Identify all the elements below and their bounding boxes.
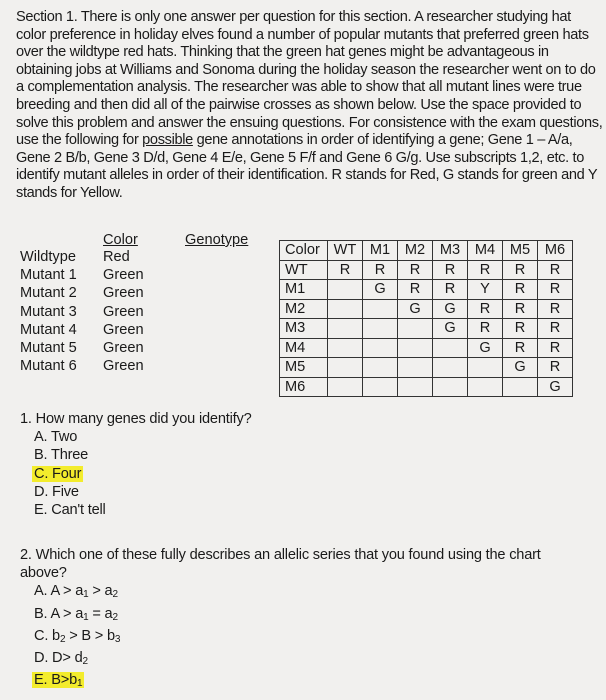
table-cell: R: [503, 338, 538, 358]
table-cell: R: [398, 280, 433, 300]
q1-option-e[interactable]: E. Can't tell: [34, 502, 106, 519]
q1-option-c[interactable]: [20, 465, 252, 483]
mutant-row: [20, 304, 270, 322]
table-cell: R: [538, 299, 573, 319]
table-cell: G: [398, 299, 433, 319]
row-label: M5: [280, 358, 328, 378]
mutant-color: Green: [103, 321, 144, 338]
intro-underlined-word: possible: [142, 132, 193, 149]
row-label: M2: [280, 299, 328, 319]
color-header: Color: [103, 232, 138, 248]
table-cell: [363, 358, 398, 378]
table-cell: Y: [468, 280, 503, 300]
header-cell: M2: [398, 241, 433, 261]
mutant-row: [20, 267, 270, 285]
table-cell: [328, 280, 363, 300]
table-cell: R: [328, 260, 363, 280]
q2-option-a[interactable]: [20, 582, 580, 604]
mutant-name: Mutant 4: [20, 321, 77, 338]
option-text: > a: [88, 583, 113, 600]
option-text: > B > b: [65, 627, 115, 644]
q1-option-a[interactable]: A. Two: [34, 429, 78, 446]
table-cell: [398, 358, 433, 378]
mutant-color: Green: [103, 285, 144, 302]
header-cell: M5: [503, 241, 538, 261]
subscript: 1: [83, 611, 89, 623]
table-cell: R: [538, 338, 573, 358]
table-cell: G: [468, 338, 503, 358]
q2-option-d[interactable]: [20, 649, 580, 671]
subscript: 2: [82, 656, 88, 668]
table-cell: R: [398, 260, 433, 280]
mutant-name: Mutant 5: [20, 339, 77, 356]
table-row: [280, 377, 573, 397]
table-cell: [328, 299, 363, 319]
mutant-name: Mutant 3: [20, 303, 77, 320]
row-label: WT: [280, 260, 328, 280]
mutant-color: Green: [103, 267, 144, 284]
mutant-name: Mutant 2: [20, 285, 77, 302]
mutant-name: Wildtype: [20, 249, 76, 265]
table-cell: R: [538, 260, 573, 280]
row-label: M4: [280, 338, 328, 358]
table-cell: [363, 377, 398, 397]
table-cell: [433, 377, 468, 397]
table-cell: R: [433, 260, 468, 280]
mutant-color: Green: [103, 339, 144, 356]
option-text: D. D> d: [34, 650, 83, 667]
table-cell: G: [433, 319, 468, 339]
table-cell: G: [538, 377, 573, 397]
row-label: M6: [280, 377, 328, 397]
table-row: [280, 338, 573, 358]
table-cell: R: [503, 299, 538, 319]
question-2-text: 2. Which one of these fully describes an allelic series that you found using the chart above?: [20, 547, 541, 582]
complementation-table: [279, 240, 573, 397]
header-cell: M6: [538, 241, 573, 261]
table-cell: [363, 299, 398, 319]
table-cell: [328, 319, 363, 339]
mutant-list-header: [20, 232, 270, 249]
table-row: [280, 358, 573, 378]
question-2: [20, 546, 580, 693]
table-cell: R: [538, 319, 573, 339]
table-cell: [328, 338, 363, 358]
q2-option-b[interactable]: [20, 605, 580, 627]
header-cell: Color: [280, 241, 328, 261]
header-cell: M4: [468, 241, 503, 261]
table-cell: [468, 358, 503, 378]
table-cell: [433, 338, 468, 358]
intro-text-2: gene annotations in order of identifying a gene; Gene 1 – A/a, Gene 2 B/b, Gene 3 D/d, Gene 4 E/e, Gene 5 F/f and Gene 6 G/g. Use subscripts 1,2, etc. to identify mutant alleles in order of their identification. R stands for Red, G stands for green and Y stands for Yellow.: [16, 132, 597, 201]
subscript: 3: [114, 633, 121, 645]
q2-highlighted-answer: [32, 672, 84, 688]
q1-option-b[interactable]: B. Three: [34, 447, 89, 464]
table-row: [280, 260, 573, 280]
mutant-row: [20, 285, 270, 303]
table-row: [280, 280, 573, 300]
q1-option-d[interactable]: D. Five: [34, 483, 79, 500]
header-cell: M3: [433, 241, 468, 261]
mutant-row: [20, 358, 270, 376]
table-cell: [363, 319, 398, 339]
genotype-header: Genotype: [185, 232, 249, 248]
subscript: 2: [112, 589, 118, 601]
table-cell: R: [468, 299, 503, 319]
table-cell: G: [503, 358, 538, 378]
table-cell: [503, 377, 538, 397]
q2-option-c[interactable]: [20, 627, 580, 649]
table-cell: R: [503, 319, 538, 339]
mutant-name: Mutant 6: [20, 358, 77, 375]
table-cell: [398, 377, 433, 397]
table-cell: [398, 338, 433, 358]
option-text: = a: [88, 605, 113, 622]
intro-text-1: Section 1. There is only one answer per question for this section. A researcher studying hat color preference in holiday elves found a number of popular mutants that preferred green hats over the wildtype red hats. Thinking that the green hat genes might be advantageous in obtaining jobs at Williams and Sonoma during the holiday season the researcher went on to do a complementation analysis. The researcher was able to show that all mutant lines were true breeding and then did all of the pairwise crosses as shown below. Use the space provided to solve this problem and answer the ensuing questions. For consistence with the exam questions, use the following for: [16, 9, 603, 149]
question-1: [20, 410, 252, 519]
table-cell: R: [538, 280, 573, 300]
table-cell: [328, 377, 363, 397]
table-header-row: [280, 241, 573, 261]
table-cell: R: [363, 260, 398, 280]
q2-option-e[interactable]: [20, 671, 580, 693]
table-cell: R: [468, 319, 503, 339]
section-intro: [16, 9, 604, 203]
table-cell: [398, 319, 433, 339]
table-cell: [363, 338, 398, 358]
mutant-color: Red: [103, 249, 130, 265]
table-cell: G: [363, 280, 398, 300]
table-cell: R: [468, 260, 503, 280]
table-cell: [433, 358, 468, 378]
header-cell: M1: [363, 241, 398, 261]
table-cell: R: [538, 358, 573, 378]
row-label: M1: [280, 280, 328, 300]
table-cell: R: [433, 280, 468, 300]
mutant-row: [20, 249, 270, 267]
row-label: M3: [280, 319, 328, 339]
mutant-color: Green: [103, 303, 144, 320]
option-text: C. b: [34, 627, 60, 644]
table-row: [280, 319, 573, 339]
table-cell: R: [503, 260, 538, 280]
table-cell: G: [433, 299, 468, 319]
question-1-text: 1. How many genes did you identify?: [20, 411, 252, 427]
mutant-row: [20, 322, 270, 340]
mutant-color-list: [20, 232, 270, 376]
subscript: 1: [83, 589, 89, 601]
table-cell: R: [503, 280, 538, 300]
header-cell: WT: [328, 241, 363, 261]
subscript: 2: [112, 611, 118, 623]
table-cell: [468, 377, 503, 397]
table-cell: [328, 358, 363, 378]
mutant-row: [20, 340, 270, 358]
subscript: 1: [77, 678, 83, 690]
option-text: A. A > a: [34, 583, 84, 600]
option-text: E. B>b: [34, 672, 78, 689]
table-row: [280, 299, 573, 319]
q1-highlighted-answer: C. Four: [34, 465, 82, 482]
mutant-color: Green: [103, 358, 144, 375]
subscript: 2: [59, 633, 66, 645]
mutant-name: Mutant 1: [20, 267, 77, 284]
option-text: B. A > a: [34, 605, 84, 622]
